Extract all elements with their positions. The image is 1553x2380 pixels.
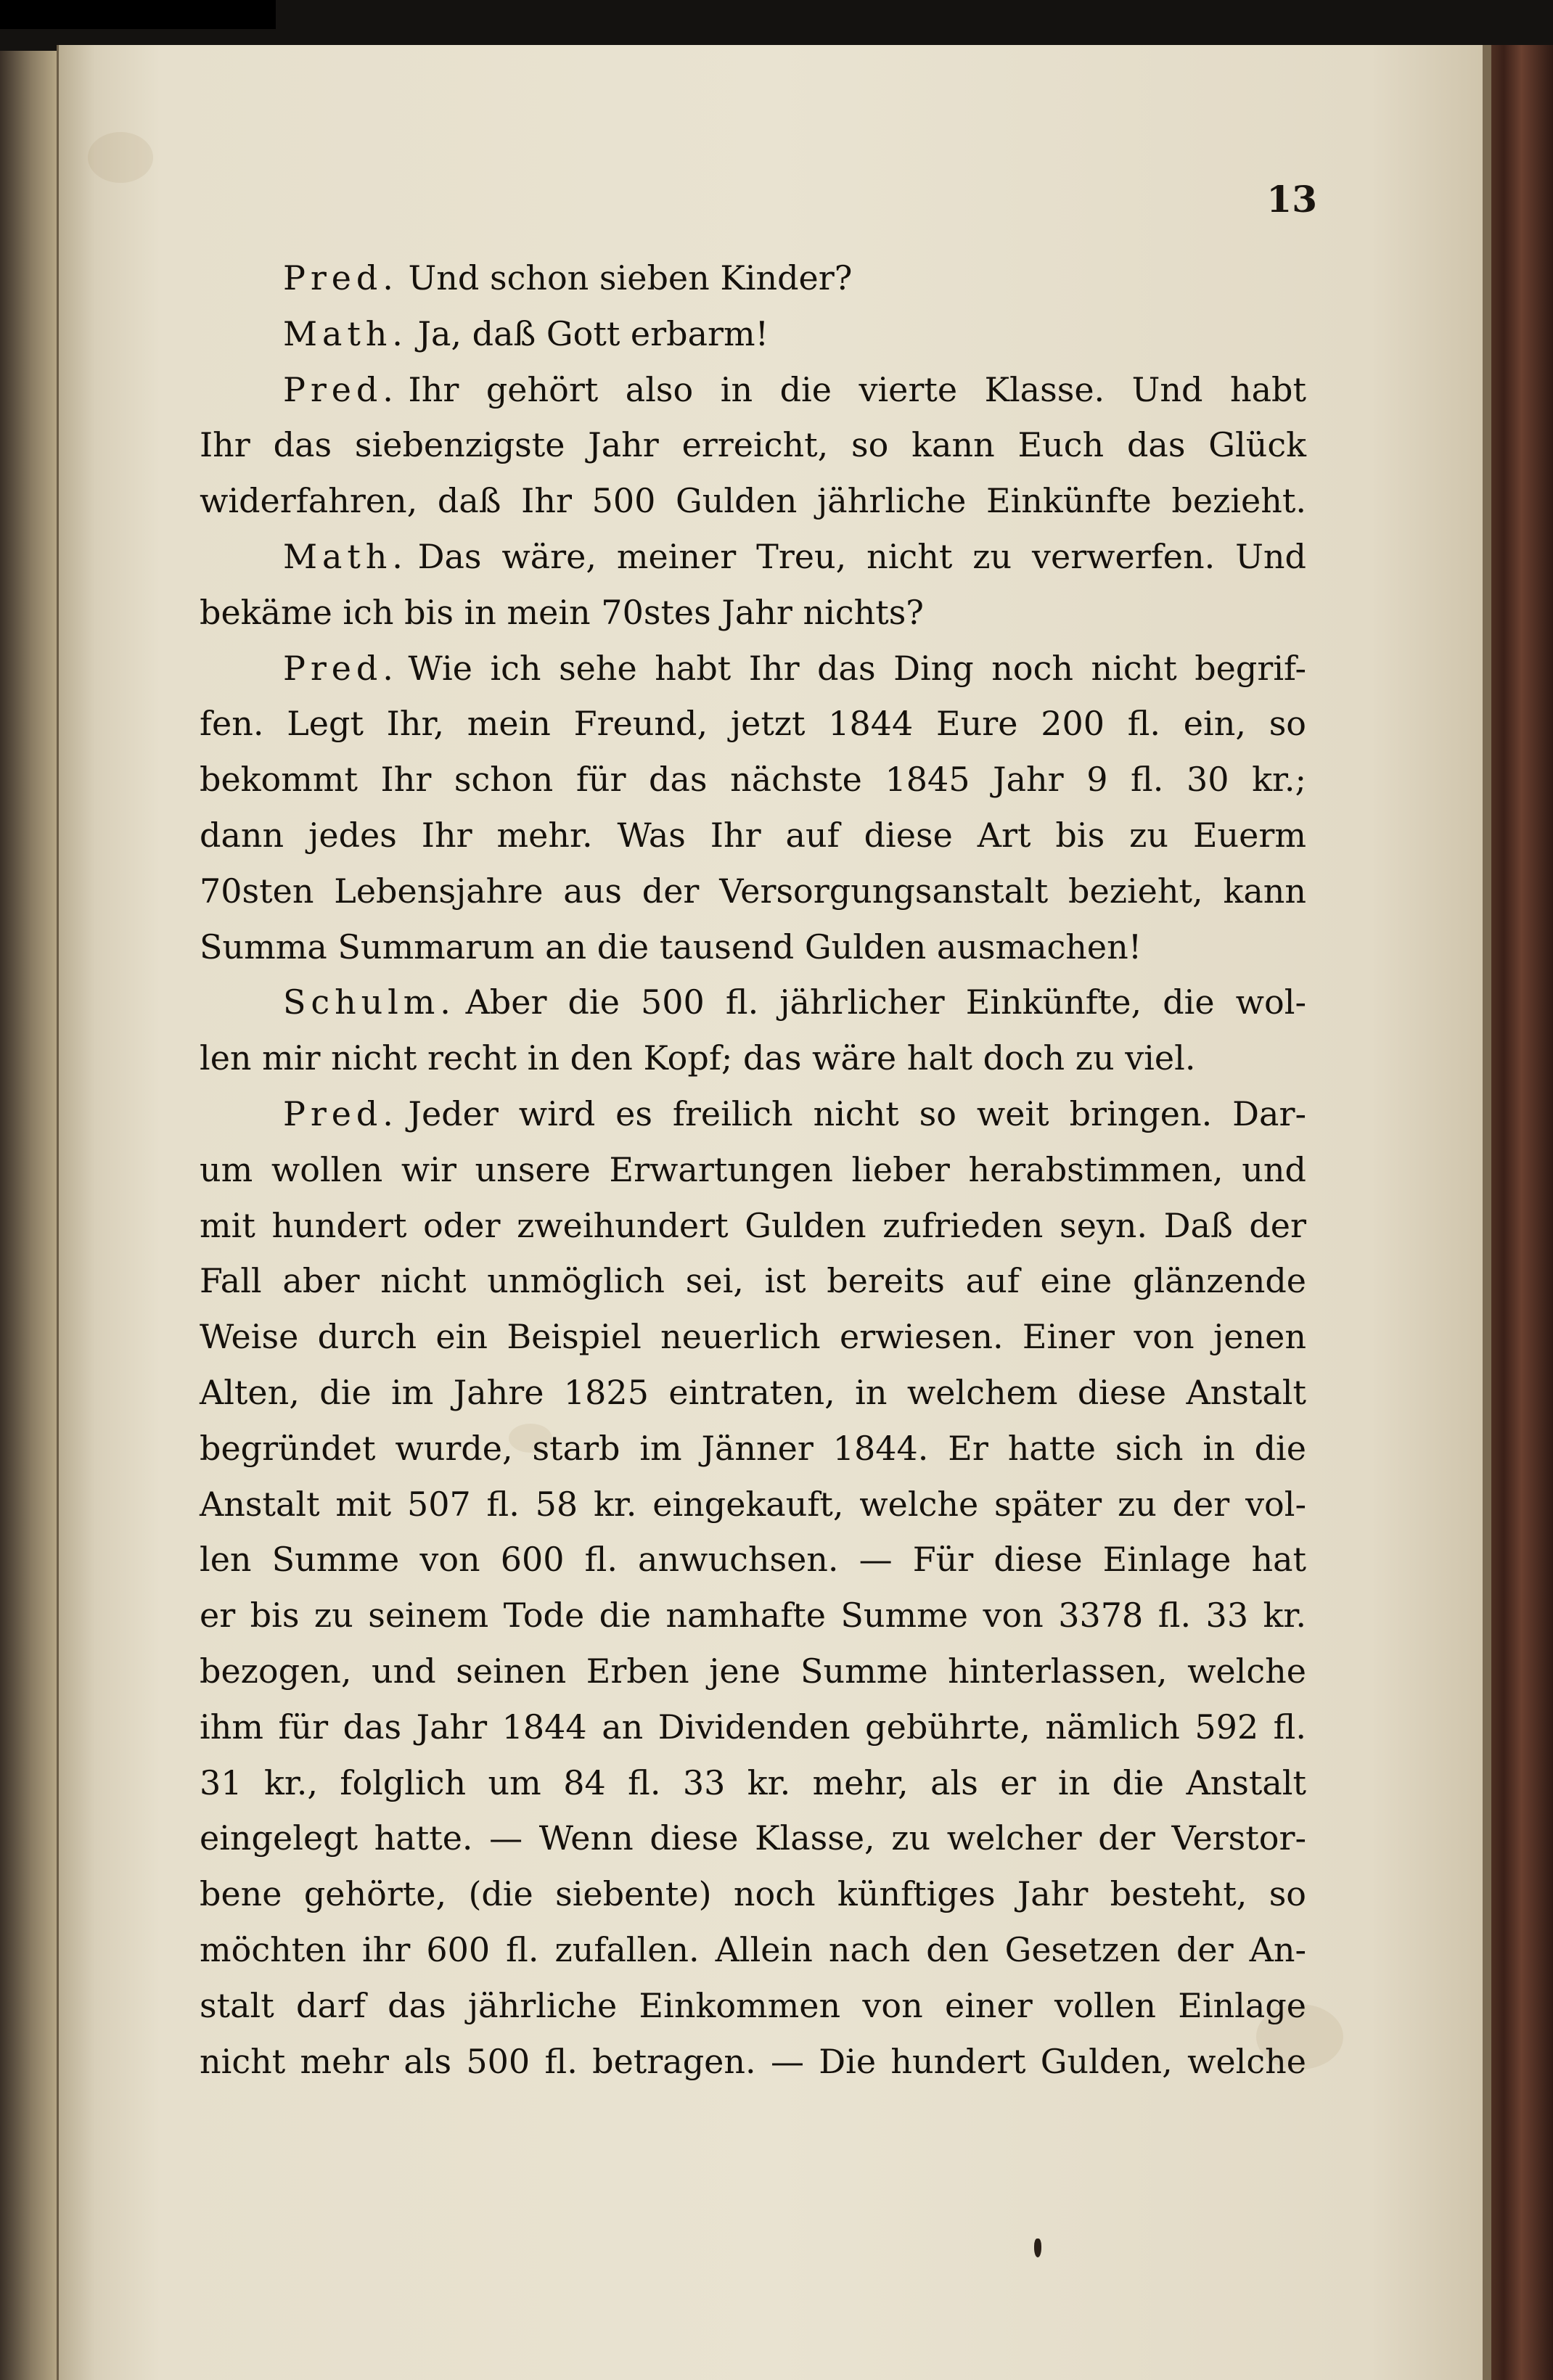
line-text: bekäme ich bis in mein 70stes Jahr nichts? — [200, 592, 924, 632]
line-text: Fall aber nicht unmöglich sei, ist bereits auf eine glänzende — [200, 1261, 1306, 1301]
text-line — [200, 1365, 1306, 1421]
text-line — [200, 585, 1306, 641]
text-line — [200, 306, 1306, 362]
line-text: Weise durch ein Beispiel neuerlich erwiesen. Einer von jenen — [200, 1317, 1306, 1357]
speaker-label: Pred. — [283, 258, 398, 298]
line-text: ihm für das Jahr 1844 an Dividenden gebührte, nämlich 592 fl. — [200, 1707, 1306, 1747]
text-line — [200, 1588, 1306, 1644]
text-line — [200, 529, 1306, 585]
text-line — [200, 1142, 1306, 1198]
foxing-stain — [88, 132, 153, 183]
line-text: um wollen wir unsere Erwartungen lieber herabstimmen, und — [200, 1149, 1306, 1189]
text-line — [200, 1922, 1306, 1978]
line-text: eingelegt hatte. — Wenn diese Klasse, zu welcher der Verstor- — [200, 1818, 1306, 1858]
left-page-edge — [0, 51, 58, 2380]
line-text: Das wäre, meiner Treu, nicht zu verwerfen. Und — [417, 536, 1306, 576]
text-line — [200, 1421, 1306, 1477]
text-line — [200, 473, 1306, 529]
line-text: Jeder wird es freilich nicht so weit bringen. Dar- — [408, 1093, 1306, 1133]
text-line — [200, 362, 1306, 418]
line-text: Ihr gehört also in die vierte Klasse. Und habt — [408, 369, 1306, 409]
line-text: mit hundert oder zweihundert Gulden zufrieden seyn. Daß der — [200, 1205, 1306, 1245]
speaker-label: Math. — [283, 536, 408, 576]
line-text: bene gehörte, (die siebente) noch künftiges Jahr besteht, so — [200, 1874, 1306, 1914]
line-text: Ja, daß Gott erbarm! — [417, 313, 769, 353]
line-text: bezogen, und seinen Erben jene Summe hinterlassen, welche — [200, 1651, 1306, 1691]
text-line — [200, 696, 1306, 752]
text-line — [200, 250, 1306, 306]
text-line — [200, 1978, 1306, 2034]
line-text: Wie ich sehe habt Ihr das Ding noch nicht begrif- — [408, 648, 1306, 688]
scan-corner — [0, 0, 276, 29]
text-line — [200, 1532, 1306, 1588]
text-line — [200, 1810, 1306, 1866]
text-line — [200, 808, 1306, 863]
body-text — [200, 250, 1306, 2089]
line-text: Und schon sieben Kinder? — [408, 258, 853, 298]
text-line — [200, 1030, 1306, 1086]
line-text: bekommt Ihr schon für das nächste 1845 Jahr 9 fl. 30 kr.; — [200, 760, 1306, 800]
line-text: Summa Summarum an die tausend Gulden ausmachen! — [200, 927, 1142, 967]
line-text: dann jedes Ihr mehr. Was Ihr auf diese Art bis zu Euerm — [200, 815, 1306, 855]
line-text: er bis zu seinem Tode die namhafte Summe von 3378 fl. 33 kr. — [200, 1596, 1306, 1636]
text-line — [200, 752, 1306, 808]
line-text: fen. Legt Ihr, mein Freund, jetzt 1844 Eure 200 fl. ein, so — [200, 704, 1306, 744]
line-text: widerfahren, daß Ihr 500 Gulden jährliche Einkünfte bezieht. — [200, 481, 1306, 521]
line-text: Alten, die im Jahre 1825 eintraten, in welchem diese Anstalt — [200, 1372, 1306, 1412]
line-text: 31 kr., folglich um 84 fl. 33 kr. mehr, als er in die Anstalt — [200, 1763, 1306, 1802]
line-text: len Summe von 600 fl. anwuchsen. — Für diese Einlage hat — [200, 1540, 1306, 1580]
text-line — [200, 1755, 1306, 1811]
text-line — [200, 974, 1306, 1030]
line-text: begründet wurde, starb im Jänner 1844. Er hatte sich in die — [200, 1428, 1306, 1468]
text-line — [200, 919, 1306, 975]
text-line — [200, 1309, 1306, 1365]
line-text: Aber die 500 fl. jährlicher Einkünfte, die wol- — [465, 982, 1306, 1022]
line-text: len mir nicht recht in den Kopf; das wäre halt doch zu viel. — [200, 1038, 1196, 1078]
line-text: Ihr das siebenzigste Jahr erreicht, so kann Euch das Glück — [200, 425, 1306, 465]
text-line — [200, 2034, 1306, 2090]
line-text: 70sten Lebensjahre aus der Versorgungsanstalt bezieht, kann — [200, 871, 1306, 911]
line-text: stalt darf das jährliche Einkommen von einer vollen Einlage — [200, 1985, 1306, 2025]
text-line — [200, 1086, 1306, 1142]
page-number: 13 — [1266, 178, 1317, 221]
text-line — [200, 1198, 1306, 1254]
spine-edge — [1483, 45, 1491, 2380]
text-line — [200, 1253, 1306, 1309]
text-line — [200, 417, 1306, 473]
text-line — [200, 641, 1306, 697]
speaker-label: Pred. — [283, 648, 398, 688]
text-line — [200, 1644, 1306, 1699]
ink-mark — [1034, 2239, 1041, 2257]
text-line — [200, 1866, 1306, 1922]
speaker-label: Math. — [283, 313, 408, 353]
speaker-label: Schulm. — [283, 982, 456, 1022]
line-text: möchten ihr 600 fl. zufallen. Allein nach den Gesetzen der An- — [200, 1929, 1306, 1969]
text-line — [200, 1477, 1306, 1532]
line-text: Anstalt mit 507 fl. 58 kr. eingekauft, welche später zu der vol- — [200, 1484, 1306, 1524]
scan-top-border — [0, 0, 1553, 51]
text-line — [200, 1699, 1306, 1755]
book-spine — [1483, 45, 1553, 2380]
line-text: nicht mehr als 500 fl. betragen. — Die hundert Gulden, welche — [200, 2041, 1306, 2081]
text-line — [200, 863, 1306, 919]
speaker-label: Pred. — [283, 1093, 398, 1133]
speaker-label: Pred. — [283, 369, 398, 409]
